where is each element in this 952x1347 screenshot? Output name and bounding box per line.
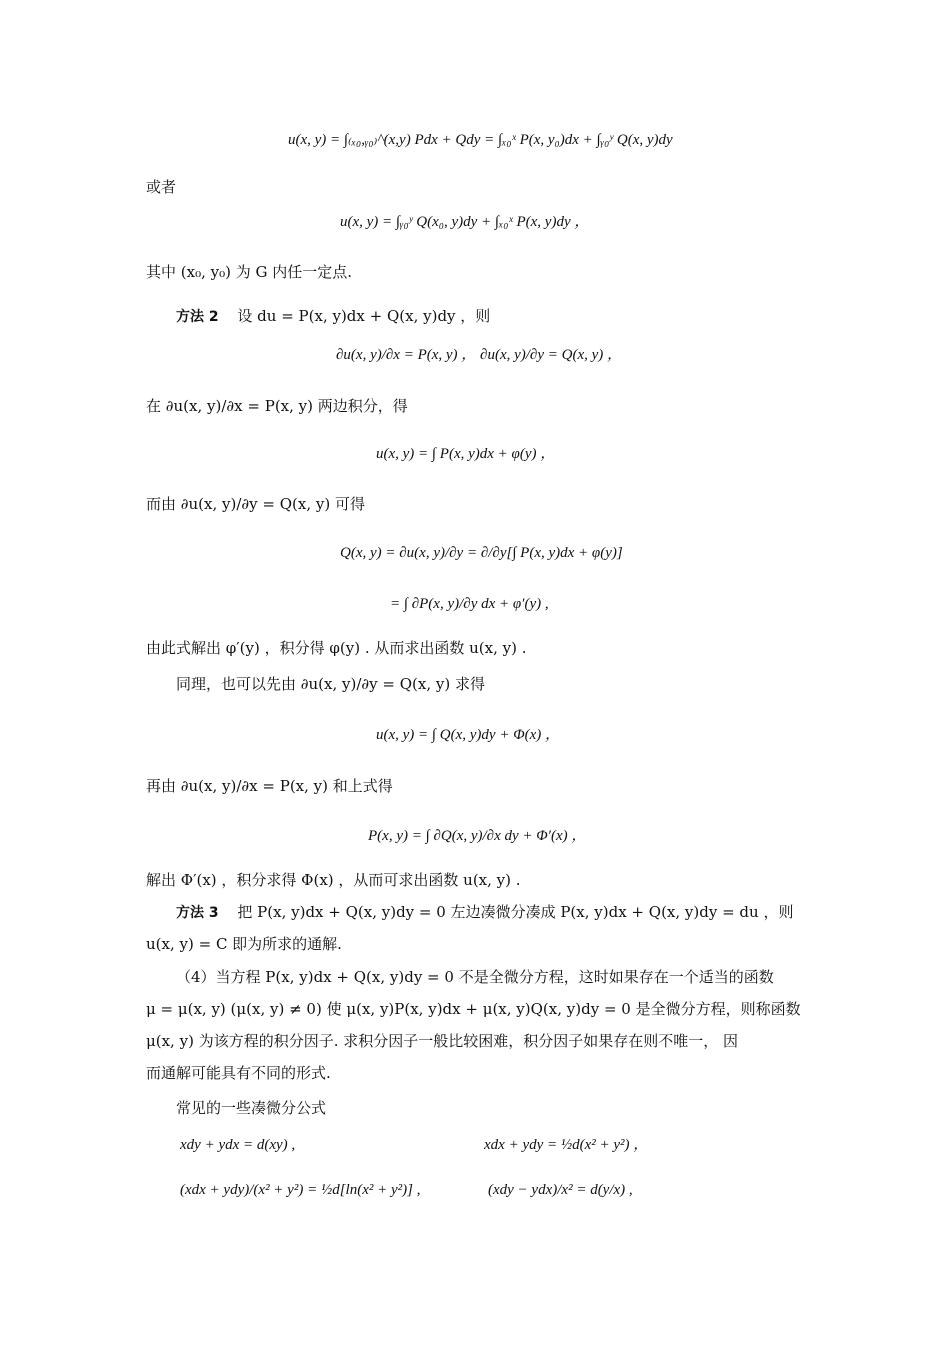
method3-result: u(x, y) = C 即为所求的通解. xyxy=(146,935,342,953)
eq-u-alt: u(x, y) = ∫ᵧ₀ʸ Q(x₀, y)dy + ∫ₓ₀ˣ P(x, y)dy ， xyxy=(340,214,590,230)
eq-Q-line2: = ∫ ∂P(x, y)/∂y dx + φ′(y) , xyxy=(390,596,549,612)
eq-P-Phi: P(x, y) = ∫ ∂Q(x, y)/∂x dy + Φ′(x) ， xyxy=(368,828,587,844)
formula-4: (xdy − ydx)/x² = d(y/x) , xyxy=(488,1182,633,1198)
common-formulas-title: 常见的一些凑微分公式 xyxy=(176,1099,327,1117)
method2-label: 方法 2 xyxy=(176,309,219,325)
method3-text: 把 P(x, y)dx + Q(x, y)dy = 0 左边凑微分凑成 P(x, y)dx + Q(x, y)dy = du ，则 xyxy=(237,903,794,921)
integrate-x-text: 在 ∂u(x, y)/∂x = P(x, y) 两边积分，得 xyxy=(146,397,408,415)
method3-label: 方法 3 xyxy=(176,905,219,921)
method2-text: 设 du = P(x, y)dx + Q(x, y)dy ，则 xyxy=(237,307,491,325)
similarly-text: 同理，也可以先由 ∂u(x, y)/∂y = Q(x, y) 求得 xyxy=(176,675,485,693)
where-point-text: 其中 (x₀, y₀) 为 G 内任一定点. xyxy=(146,263,353,281)
eq-u-Phi: u(x, y) = ∫ Q(x, y)dy + Φ(x) ， xyxy=(376,727,561,743)
formula-1: xdy + ydx = d(xy) , xyxy=(180,1137,296,1153)
or-word: 或者 xyxy=(146,178,177,196)
solve-phi-text: 由此式解出 φ′(y) ，积分得 φ(y) . 从而求出函数 u(x, y) . xyxy=(146,639,527,657)
para4-line1: （4）当方程 P(x, y)dx + Q(x, y)dy = 0 不是全微分方程，这时如果存在一个适当的函数 xyxy=(176,968,774,986)
eq-u-integral: u(x, y) = ∫₍ₓ₀,ᵧ₀₎^(x,y) Pdx + Qdy = ∫ₓ₀ˣ P(x, y₀)dx + ∫ᵧ₀ʸ Q(x, y)dy xyxy=(288,132,673,148)
para4-line4: 而通解可能具有不同的形式. xyxy=(146,1064,331,1082)
solve-Phi-text: 解出 Φ′(x) ，积分求得 Φ(x) ，从而可求出函数 u(x, y) . xyxy=(146,871,521,889)
formula-2: xdx + ydy = ½d(x² + y²) ， xyxy=(484,1137,649,1153)
then-text: 再由 ∂u(x, y)/∂x = P(x, y) 和上式得 xyxy=(146,777,393,795)
method3-line xyxy=(176,902,793,923)
eq-u-phi: u(x, y) = ∫ P(x, y)dx + φ(y) ， xyxy=(376,446,556,462)
from-y-text: 而由 ∂u(x, y)/∂y = Q(x, y) 可得 xyxy=(146,495,365,513)
eq-Q-line1: Q(x, y) = ∂u(x, y)/∂y = ∂/∂y[∫ P(x, y)dx + φ(y)] xyxy=(340,545,623,561)
formula-3: (xdx + ydy)/(x² + y²) = ½d[ln(x² + y²)] , xyxy=(180,1182,421,1198)
para4-line3: μ(x, y) 为该方程的积分因子. 求积分因子一般比较困难，积分因子如果存在则不唯一， 因 xyxy=(146,1032,738,1050)
method2-line xyxy=(176,306,490,327)
para4-line2: μ = μ(x, y) (μ(x, y) ≠ 0) 使 μ(x, y)P(x, y)dx + μ(x, y)Q(x, y)dy = 0 是全微分方程，则称函数 xyxy=(146,1000,801,1018)
eq-partials: ∂u(x, y)/∂x = P(x, y) ， ∂u(x, y)/∂y = Q(x, y) ， xyxy=(336,347,623,363)
